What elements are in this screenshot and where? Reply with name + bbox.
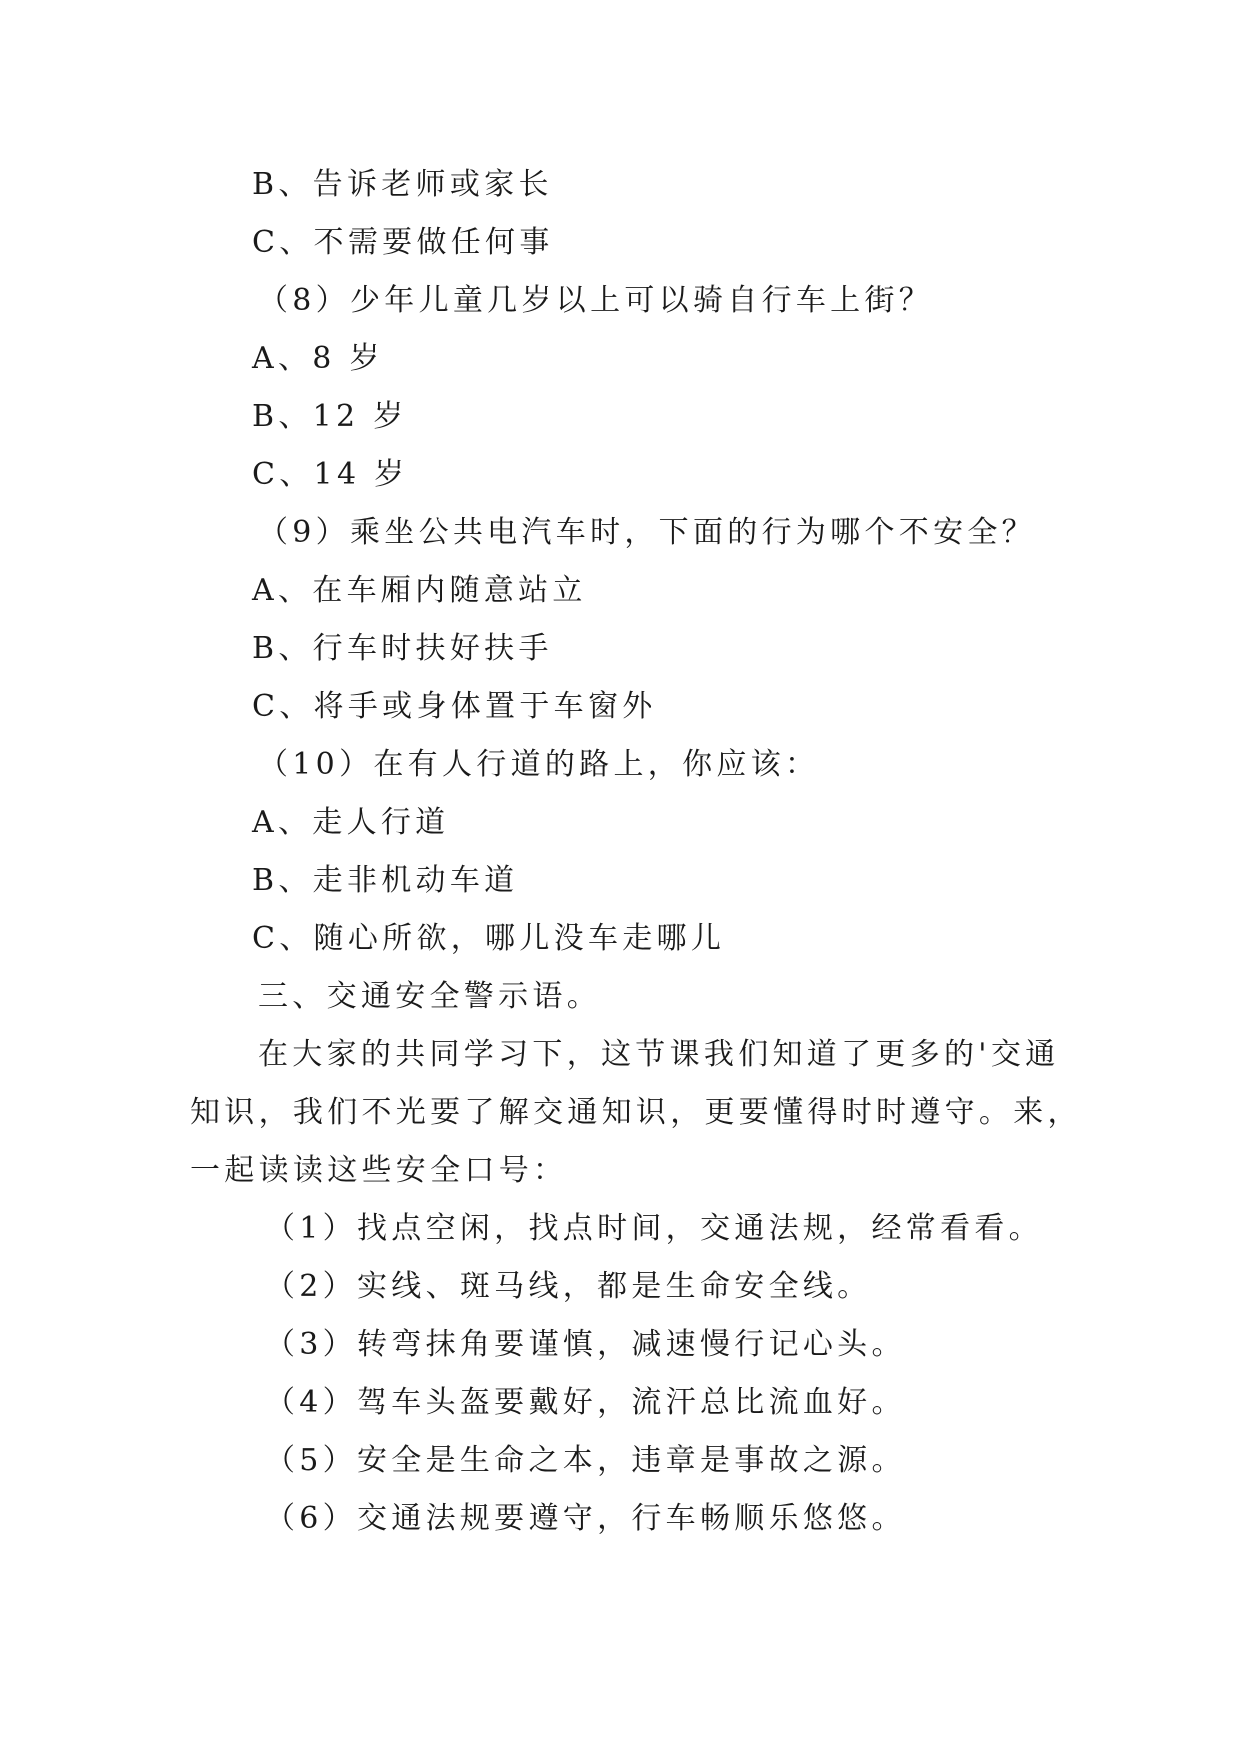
question-8: （8）少年儿童几岁以上可以骑自行车上街？ [258, 283, 934, 318]
slogan-1: （1）找点空闲，找点时间，交通法规，经常看看。 [265, 1211, 1043, 1246]
slogan-3: （3）转弯抹角要谨慎，减速慢行记心头。 [265, 1327, 906, 1362]
q9-option-c: C、将手或身体置于车窗外 [252, 689, 657, 724]
q9-option-a: A、在车厢内随意站立 [252, 573, 587, 608]
q7-option-b: B、告诉老师或家长 [252, 167, 553, 202]
q8-option-a: A、8 岁 [252, 341, 384, 376]
section-heading-3: 三、交通安全警示语。 [258, 979, 601, 1014]
q8-option-c: C、14 岁 [252, 457, 409, 492]
q10-option-a: A、走人行道 [252, 805, 450, 840]
slogan-5: （5）安全是生命之本，违章是事故之源。 [265, 1443, 906, 1478]
q10-option-c: C、随心所欲，哪儿没车走哪儿 [252, 921, 726, 956]
q10-option-b: B、走非机动车道 [252, 863, 519, 898]
question-10: （10）在有人行道的路上，你应该： [258, 747, 820, 782]
q7-option-c: C、不需要做任何事 [252, 225, 554, 260]
q8-option-b: B、12 岁 [252, 399, 408, 434]
paragraph-line-2: 知识，我们不光要了解交通知识，更要懂得时时遵守。来， [190, 1095, 1082, 1130]
slogan-2: （2）实线、斑马线，都是生命安全线。 [265, 1269, 872, 1304]
slogan-6: （6）交通法规要遵守，行车畅顺乐悠悠。 [265, 1501, 906, 1536]
q9-option-b: B、行车时扶好扶手 [252, 631, 553, 666]
paragraph-line-1: 在大家的共同学习下，这节课我们知道了更多的'交通 [258, 1037, 1060, 1072]
question-9: （9）乘坐公共电汽车时，下面的行为哪个不安全？ [258, 515, 1036, 550]
paragraph-line-3: 一起读读这些安全口号： [190, 1153, 568, 1188]
slogan-4: （4）驾车头盔要戴好，流汗总比流血好。 [265, 1385, 906, 1420]
